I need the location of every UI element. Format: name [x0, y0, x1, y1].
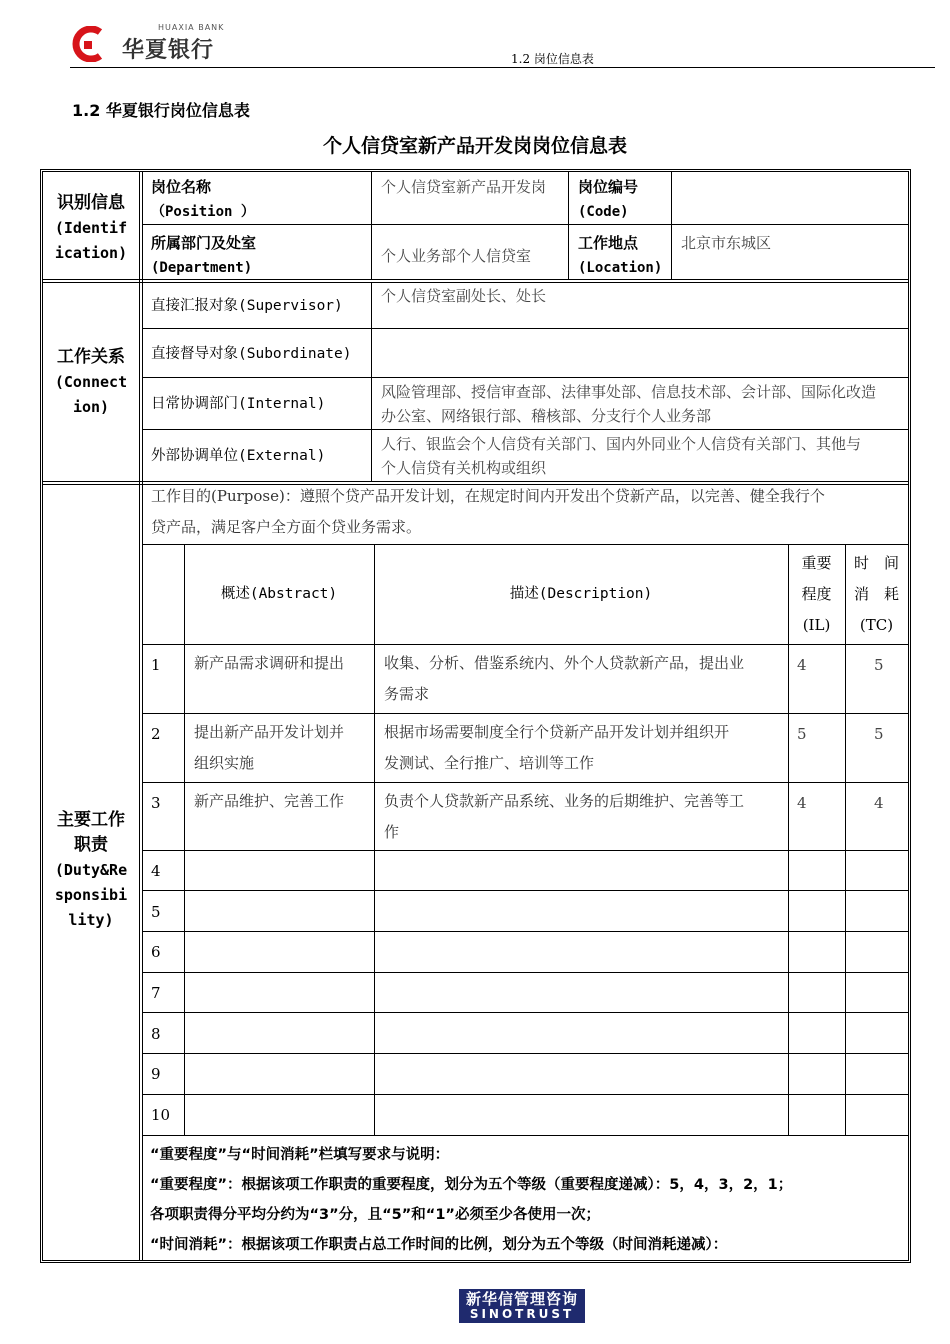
rule	[143, 328, 908, 329]
department-value: 个人业务部个人信贷室	[381, 247, 532, 265]
col-header-abstract: 概述(Abstract)	[220, 586, 338, 602]
supervisor-value: 个人信贷室副处长、处长	[381, 287, 547, 305]
row-tc: 4	[874, 794, 884, 812]
row-tc: 5	[874, 725, 884, 743]
location-value: 北京市东城区	[681, 234, 772, 252]
position-name-label: 岗位名称 （Position ）	[151, 178, 255, 220]
category-en: ication)	[54, 244, 128, 262]
rule	[139, 172, 143, 1260]
note-line: 各项职责得分平均分约为“3”分，且“5”和“1”必须至少各使用一次；	[150, 1207, 600, 1223]
external-value: 人行、银监会个人信贷有关部门、国内外同业个人信贷有关部门、其他与 个人信贷有关机构或组织	[381, 435, 862, 477]
subordinate-label: 直接督导对象(Subordinate)	[151, 346, 352, 362]
rule	[143, 644, 908, 645]
rule	[143, 850, 908, 851]
external-label: 外部协调单位(External)	[151, 448, 326, 464]
row-number: 5	[151, 903, 161, 921]
sinotrust-logo: 新华信管理咨询 SINOTRUST	[459, 1289, 585, 1323]
rule	[374, 544, 375, 1135]
department-label: 所属部门及处室 (Department)	[151, 234, 257, 276]
rule	[143, 782, 908, 783]
rule	[143, 377, 908, 378]
note-line: “重要程度”：根据该项工作职责的重要程度，划分为五个等级（重要程度递减）：5，4，3，2，1；	[150, 1177, 793, 1193]
rule	[143, 1135, 908, 1136]
rule	[143, 544, 908, 545]
category-identification	[43, 191, 139, 266]
rule	[143, 931, 908, 932]
category-en: sponsibi	[54, 886, 128, 904]
category-cn: 识别信息	[57, 193, 125, 213]
row-description: 根据市场需要制度全行个贷新产品开发计划并组织开 发测试、全行推广、培训等工作	[384, 723, 730, 772]
rule	[143, 1094, 908, 1095]
rule	[143, 1012, 908, 1013]
row-number: 8	[151, 1025, 161, 1043]
col-header-tc: 时 间 消 耗 (TC)	[853, 554, 899, 634]
location-label: 工作地点 (Location)	[578, 234, 663, 276]
row-number: 1	[151, 656, 161, 674]
category-en: (Connect	[54, 373, 128, 391]
category-cn: 工作关系	[57, 347, 125, 367]
category-en: ion)	[72, 398, 110, 416]
row-description: 收集、分析、借鉴系统内、外个人贷款新产品，提出业 务需求	[384, 654, 745, 703]
row-number: 6	[151, 943, 161, 961]
row-number: 7	[151, 984, 161, 1002]
rule	[184, 544, 185, 1135]
category-cn: 职责	[74, 835, 108, 855]
row-il: 4	[797, 794, 807, 812]
row-il: 5	[797, 725, 807, 743]
row-number: 9	[151, 1065, 161, 1083]
rule	[143, 1053, 908, 1054]
job-info-table	[40, 169, 911, 1263]
rule	[371, 283, 372, 481]
rule	[143, 713, 908, 714]
section-heading: 1.2 华夏银行岗位信息表	[72, 101, 250, 120]
row-abstract: 新产品维护、完善工作	[194, 792, 345, 810]
row-description: 负责个人贷款新产品系统、业务的后期维护、完善等工 作	[384, 792, 745, 841]
huaxia-bank-logo-icon	[70, 26, 112, 62]
internal-value: 风险管理部、授信审查部、法律事处部、信息技术部、会计部、国际化改造 办公室、网络银行部、稽核部、分支行个人业务部	[381, 383, 877, 425]
row-il: 4	[797, 656, 807, 674]
category-cn: 主要工作	[57, 810, 125, 830]
purpose-text: 工作目的(Purpose)：遵照个贷产品开发计划，在规定时间内开发出个贷新产品，以完善、健全我行个 贷产品，满足客户全方面个贷业务需求。	[151, 487, 825, 536]
supervisor-label: 直接汇报对象(Supervisor)	[151, 298, 343, 314]
note-line: “重要程度”与“时间消耗”栏填写要求与说明：	[150, 1147, 450, 1163]
col-header-il: 重要 程度 (IL)	[801, 554, 832, 634]
rule	[671, 172, 672, 279]
row-abstract: 提出新产品开发计划并 组织实施	[194, 723, 345, 772]
header-section-label: 1.2 岗位信息表	[511, 52, 594, 66]
row-number: 10	[151, 1106, 171, 1124]
category-en: lity)	[68, 911, 114, 929]
rule	[143, 429, 908, 430]
rule	[371, 172, 372, 279]
rule	[568, 172, 569, 279]
rule	[143, 972, 908, 973]
row-number: 2	[151, 725, 161, 743]
position-code-label: 岗位编号 (Code)	[578, 178, 639, 220]
category-relations	[43, 345, 139, 420]
category-en: (Identif	[54, 219, 128, 237]
internal-label: 日常协调部门(Internal)	[151, 396, 326, 412]
category-en: (Duty&Re	[54, 861, 128, 879]
col-header-description: 描述(Description)	[509, 586, 653, 602]
row-tc: 5	[874, 656, 884, 674]
rule	[143, 224, 908, 225]
note-line: “时间消耗”：根据该项工作职责占总工作时间的比例，划分为五个等级（时间消耗递减）：	[150, 1237, 728, 1253]
row-number: 4	[151, 862, 161, 880]
position-name-value: 个人信贷室新产品开发岗	[381, 178, 547, 196]
row-number: 3	[151, 794, 161, 812]
row-abstract: 新产品需求调研和提出	[194, 654, 345, 672]
page-title: 个人信贷室新产品开发岗岗位信息表	[322, 135, 627, 157]
category-duties	[43, 808, 139, 933]
rule	[143, 890, 908, 891]
header-rule	[70, 67, 935, 68]
bank-name-en: HUAXIA BANK	[158, 23, 225, 32]
bank-name-cn: 华夏银行	[122, 38, 215, 63]
